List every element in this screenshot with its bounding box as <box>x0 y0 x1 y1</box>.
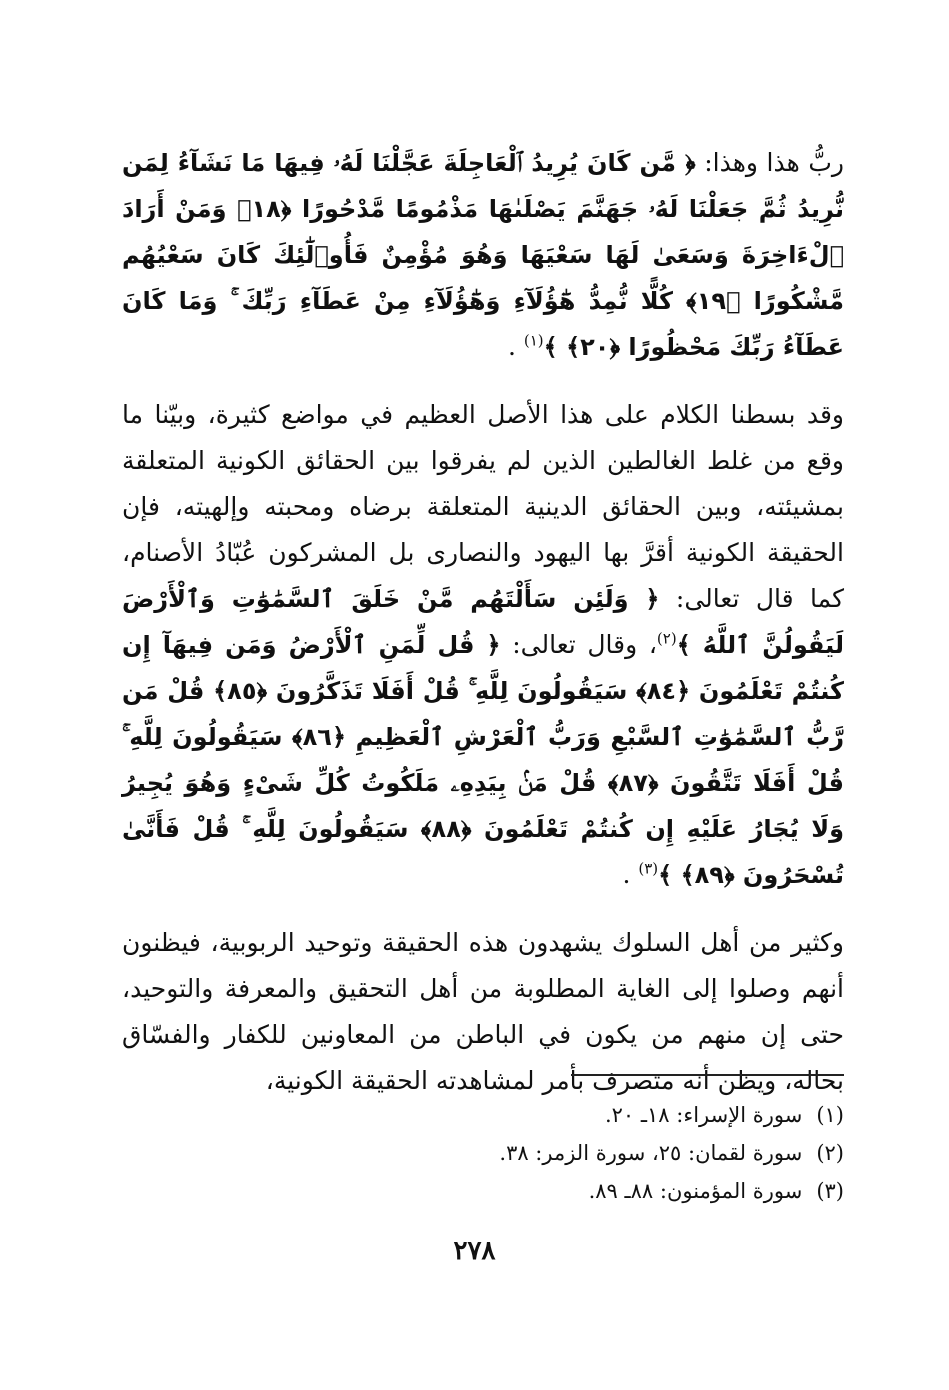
paragraph <box>122 392 844 898</box>
footnote-number: (٣) <box>816 1179 844 1203</box>
quran-verse: ﴿ قُل لِّمَنِ ٱلْأَرْضُ وَمَن فِيهَآ إِن كُنتُمْ تَعْلَمُونَ ﴿٨٤﴾ سَيَقُولُونَ لِلَّهِ ۚ قُلْ أَفَلَا تَذَكَّرُونَ ﴿٨٥﴾ قُلْ مَن رَّبُّ ٱلسَّمَٰوَٰتِ ٱلسَّبْعِ وَرَبُّ ٱلْعَرْشِ ٱلْعَظِيمِ ﴿٨٦﴾ سَيَقُولُونَ لِلَّهِ ۚ قُلْ أَفَلَا تَتَّقُونَ ﴿٨٧﴾ قُلْ مَنۢ بِيَدِهِۦ مَلَكُوتُ كُلِّ شَىْءٍ وَهُوَ يُجِيرُ وَلَا يُجَارُ عَلَيْهِ إِن كُنتُمْ تَعْلَمُونَ ﴿٨٨﴾ سَيَقُولُونَ لِلَّهِ ۚ قُلْ فَأَنَّىٰ تُسْحَرُونَ ﴿٨٩﴾ ﴾ <box>122 631 845 889</box>
footnote-reference: (٢) <box>656 629 677 648</box>
footnote-text: سورة الإسراء: ١٨ـ ٢٠. <box>604 1103 803 1127</box>
quran-verse: ﴿ وَلَئِن سَأَلْتَهُم مَّنْ خَلَقَ ٱلسَّمَٰوَٰتِ وَٱلْأَرْضَ لَيَقُولُنَّ ٱللَّهُ ﴾ <box>122 585 844 659</box>
paragraph-text: وكثير من أهل السلوك يشهدون هذه الحقيقة وتوحيد الربوبية، فيظنون أنهم وصلوا إلى الغاية المطلوبة من أهل التحقيق والمعرفة والتوحيد، حتى إن منهم من يكون في الباطن من المعاونين للكفار والفسّاق بحاله، ويظن أنه متصرف بأمر لمشاهدته الحقيقة الكونية، <box>122 928 844 1095</box>
footnote-reference: (١) <box>523 331 544 350</box>
paragraph-text: وقد بسطنا الكلام على هذا الأصل العظيم في مواضع كثيرة، وبيّنا ما وقع من غلط الغالطين الذين لم يفرقوا بين الحقائق الكونية المتعلقة بمشيئته، وبين الحقائق الدينية المتعلقة برضاه ومحبته وإلهيته، فإن الحقيقة الكونية أقرَّ بها اليهود والنصارى بل المشركون عُبّادُ الأصنام، كما قال تعالى: <box>122 400 844 613</box>
footnotes <box>244 1096 844 1210</box>
paragraph-text: . <box>622 860 639 889</box>
footnote-text: سورة المؤمنون: ٨٨ـ ٨٩. <box>588 1179 803 1203</box>
paragraph <box>122 920 844 1104</box>
footnote-divider <box>571 1074 844 1076</box>
quran-verse: ﴿ مَّن كَانَ يُرِيدُ ٱلْعَاجِلَةَ عَجَّلْنَا لَهُۥ فِيهَا مَا نَشَآءُ لِمَن نُّرِيدُ ثُمَّ جَعَلْنَا لَهُۥ جَهَنَّمَ يَصْلَىٰهَا مَذْمُومًا مَّدْحُورًا ﴿١٨﴾ وَمَنْ أَرَادَ ٱلْءَاخِرَةَ وَسَعَىٰ لَهَا سَعْيَهَا وَهُوَ مُؤْمِنٌ فَأُو۟لَٰٓئِكَ كَانَ سَعْيُهُم مَّشْكُورًا ﴿١٩﴾ كُلًّا نُّمِدُّ هَٰٓؤُلَآءِ وَهَٰٓؤُلَآءِ مِنْ عَطَآءِ رَبِّكَ ۚ وَمَا كَانَ عَطَآءُ رَبِّكَ مَحْظُورًا ﴿٢٠﴾ ﴾ <box>122 149 844 361</box>
text-body <box>122 140 844 1104</box>
paragraph <box>122 140 844 370</box>
paragraph-text: . <box>507 332 524 361</box>
footnote-3 <box>244 1172 844 1210</box>
footnote-number: (٢) <box>816 1141 844 1165</box>
footnote-reference: (٣) <box>638 859 659 878</box>
page-number: ٢٧٨ <box>453 1236 496 1266</box>
footnote-number: (١) <box>816 1103 844 1127</box>
footnote-2 <box>244 1134 844 1172</box>
paragraph-text: ، وقال تعالى: <box>500 630 657 659</box>
page-body <box>122 140 844 1104</box>
paragraph-text: ربُّ هذا وهذا: <box>695 148 844 177</box>
footnote-text: سورة لقمان: ٢٥، سورة الزمر: ٣٨. <box>499 1141 803 1165</box>
footnote-1 <box>244 1096 844 1134</box>
